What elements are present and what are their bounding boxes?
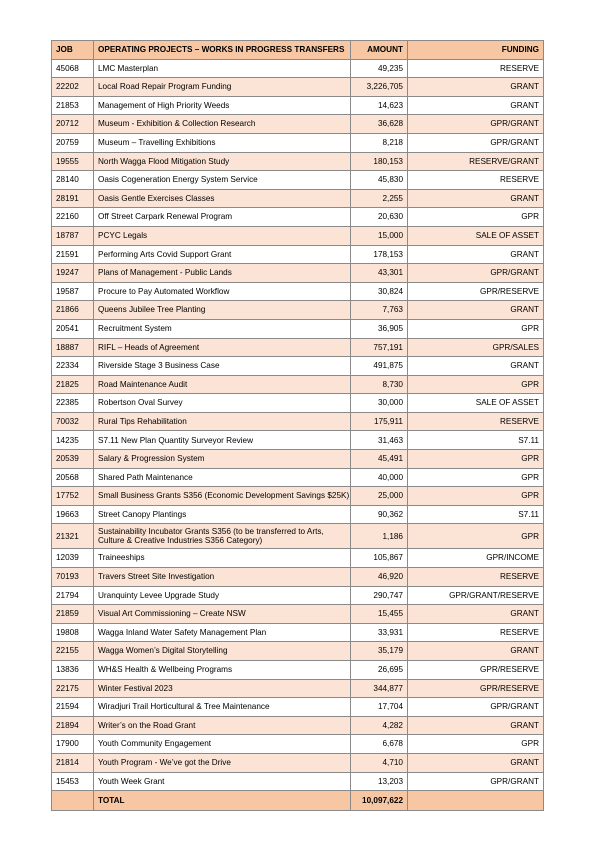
header-funding: FUNDING [408, 41, 544, 60]
cell-amount: 17,704 [351, 698, 408, 717]
cell-project: Youth Week Grant [94, 772, 351, 791]
cell-job: 14235 [52, 431, 94, 450]
table-row [52, 605, 544, 624]
cell-project: Museum - Exhibition & Collection Research [94, 115, 351, 134]
cell-funding: GPR [408, 319, 544, 338]
table-row [52, 226, 544, 245]
table-row [52, 189, 544, 208]
cell-funding: GPR [408, 208, 544, 227]
cell-amount: 20,630 [351, 208, 408, 227]
table-row [52, 753, 544, 772]
cell-job: 18887 [52, 338, 94, 357]
cell-amount: 8,730 [351, 375, 408, 394]
cell-job: 22202 [52, 78, 94, 97]
cell-job: 21866 [52, 301, 94, 320]
cell-amount: 757,191 [351, 338, 408, 357]
cell-amount: 31,463 [351, 431, 408, 450]
cell-job: 18787 [52, 226, 94, 245]
cell-project: Traineeships [94, 549, 351, 568]
cell-job: 20568 [52, 468, 94, 487]
cell-project: Queens Jubilee Tree Planting [94, 301, 351, 320]
cell-project: WH&S Health & Wellbeing Programs [94, 661, 351, 680]
cell-funding: GPR/RESERVE [408, 282, 544, 301]
table-body [52, 59, 544, 791]
cell-amount: 290,747 [351, 586, 408, 605]
table-row [52, 319, 544, 338]
cell-amount: 4,282 [351, 716, 408, 735]
header-amount: AMOUNT [351, 41, 408, 60]
cell-project: Visual Art Commissioning – Create NSW [94, 605, 351, 624]
cell-project: PCYC Legals [94, 226, 351, 245]
cell-job: 70193 [52, 568, 94, 587]
cell-project: Recruitment System [94, 319, 351, 338]
table-header-row [52, 41, 544, 60]
cell-job: 21859 [52, 605, 94, 624]
cell-project: Road Maintenance Audit [94, 375, 351, 394]
cell-job: 15453 [52, 772, 94, 791]
cell-project: RIFL – Heads of Agreement [94, 338, 351, 357]
cell-project: Oasis Gentle Exercises Classes [94, 189, 351, 208]
cell-job: 12039 [52, 549, 94, 568]
cell-job: 22155 [52, 642, 94, 661]
cell-funding: GPR/GRANT [408, 264, 544, 283]
total-row [52, 791, 544, 811]
cell-amount: 7,763 [351, 301, 408, 320]
table-row [52, 152, 544, 171]
cell-amount: 180,153 [351, 152, 408, 171]
cell-funding: GRANT [408, 96, 544, 115]
cell-job: 22334 [52, 357, 94, 376]
table-row [52, 264, 544, 283]
cell-job: 19247 [52, 264, 94, 283]
table-row [52, 171, 544, 190]
cell-job: 19808 [52, 623, 94, 642]
cell-job: 19555 [52, 152, 94, 171]
table-row [52, 412, 544, 431]
cell-funding: GPR/RESERVE [408, 679, 544, 698]
cell-project: Oasis Cogeneration Energy System Service [94, 171, 351, 190]
cell-job: 21594 [52, 698, 94, 717]
cell-funding: GRANT [408, 357, 544, 376]
table-row [52, 735, 544, 754]
table-row [52, 623, 544, 642]
cell-amount: 45,491 [351, 450, 408, 469]
table-row [52, 245, 544, 264]
table-row [52, 450, 544, 469]
table-row [52, 679, 544, 698]
cell-job: 21853 [52, 96, 94, 115]
cell-amount: 105,867 [351, 549, 408, 568]
total-amount: 10,097,622 [351, 791, 408, 811]
cell-job: 21825 [52, 375, 94, 394]
table-row [52, 661, 544, 680]
cell-funding: SALE OF ASSET [408, 226, 544, 245]
cell-funding: GPR/GRANT [408, 115, 544, 134]
table-row [52, 115, 544, 134]
cell-funding: GRANT [408, 245, 544, 264]
cell-funding: RESERVE [408, 412, 544, 431]
cell-amount: 45,830 [351, 171, 408, 190]
cell-project: Salary & Progression System [94, 450, 351, 469]
cell-project: Wagga Women’s Digital Storytelling [94, 642, 351, 661]
cell-funding: GRANT [408, 301, 544, 320]
cell-funding: GPR [408, 468, 544, 487]
cell-project: Small Business Grants S356 (Economic Development Savings $25K) [94, 487, 351, 506]
table-row [52, 716, 544, 735]
cell-project: Wagga Inland Water Safety Management Plan [94, 623, 351, 642]
cell-project: Sustainability Incubator Grants S356 (to be transferred to Arts, Culture & Creative Industries S356 Category) [94, 524, 351, 549]
table-row [52, 549, 544, 568]
cell-amount: 26,695 [351, 661, 408, 680]
cell-job: 22175 [52, 679, 94, 698]
cell-job: 21814 [52, 753, 94, 772]
cell-amount: 13,203 [351, 772, 408, 791]
cell-project: Writer’s on the Road Grant [94, 716, 351, 735]
cell-funding: GPR/GRANT [408, 698, 544, 717]
cell-amount: 14,623 [351, 96, 408, 115]
cell-amount: 33,931 [351, 623, 408, 642]
table-row [52, 375, 544, 394]
cell-job: 28140 [52, 171, 94, 190]
cell-amount: 46,920 [351, 568, 408, 587]
cell-funding: GRANT [408, 716, 544, 735]
cell-job: 20759 [52, 133, 94, 152]
cell-funding: RESERVE [408, 623, 544, 642]
cell-project: Riverside Stage 3 Business Case [94, 357, 351, 376]
cell-funding: GPR [408, 450, 544, 469]
cell-job: 20539 [52, 450, 94, 469]
cell-amount: 6,678 [351, 735, 408, 754]
cell-funding: GPR [408, 735, 544, 754]
cell-project: Street Canopy Plantings [94, 505, 351, 524]
cell-job: 20712 [52, 115, 94, 134]
table-row [52, 338, 544, 357]
table-row [52, 394, 544, 413]
cell-funding: GPR/SALES [408, 338, 544, 357]
table-row [52, 357, 544, 376]
table-row [52, 586, 544, 605]
cell-amount: 49,235 [351, 59, 408, 78]
table-row [52, 133, 544, 152]
cell-funding: GPR [408, 487, 544, 506]
cell-job: 28191 [52, 189, 94, 208]
cell-project: Winter Festival 2023 [94, 679, 351, 698]
cell-project: Off Street Carpark Renewal Program [94, 208, 351, 227]
table-row [52, 78, 544, 97]
cell-project: Robertson Oval Survey [94, 394, 351, 413]
cell-job: 20541 [52, 319, 94, 338]
cell-project: S7.11 New Plan Quantity Surveyor Review [94, 431, 351, 450]
total-funding [408, 791, 544, 811]
cell-project: Procure to Pay Automated Workflow [94, 282, 351, 301]
cell-job: 21321 [52, 524, 94, 549]
cell-job: 13836 [52, 661, 94, 680]
cell-project: Wiradjuri Trail Horticultural & Tree Maintenance [94, 698, 351, 717]
table-row [52, 772, 544, 791]
cell-amount: 8,218 [351, 133, 408, 152]
cell-job: 22385 [52, 394, 94, 413]
table-row [52, 698, 544, 717]
wip-transfers-table [51, 40, 544, 811]
cell-funding: GRANT [408, 189, 544, 208]
cell-funding: GPR/GRANT/RESERVE [408, 586, 544, 605]
cell-project: Local Road Repair Program Funding [94, 78, 351, 97]
cell-job: 21794 [52, 586, 94, 605]
cell-amount: 2,255 [351, 189, 408, 208]
cell-project: North Wagga Flood Mitigation Study [94, 152, 351, 171]
table-row [52, 568, 544, 587]
header-project: OPERATING PROJECTS – WORKS IN PROGRESS TRANSFERS [94, 41, 351, 60]
cell-amount: 36,905 [351, 319, 408, 338]
cell-job: 70032 [52, 412, 94, 431]
cell-job: 17752 [52, 487, 94, 506]
cell-project: Management of High Priority Weeds [94, 96, 351, 115]
cell-funding: GPR/GRANT [408, 133, 544, 152]
cell-project: Museum – Travelling Exhibitions [94, 133, 351, 152]
cell-project: Youth Program - We’ve got the Drive [94, 753, 351, 772]
cell-funding: GPR/INCOME [408, 549, 544, 568]
cell-funding: RESERVE [408, 171, 544, 190]
cell-project: Youth Community Engagement [94, 735, 351, 754]
cell-funding: GRANT [408, 642, 544, 661]
cell-amount: 36,628 [351, 115, 408, 134]
total-label: TOTAL [94, 791, 351, 811]
table-row [52, 282, 544, 301]
cell-job: 21894 [52, 716, 94, 735]
cell-amount: 15,000 [351, 226, 408, 245]
cell-funding: S7.11 [408, 431, 544, 450]
cell-amount: 3,226,705 [351, 78, 408, 97]
cell-funding: GRANT [408, 605, 544, 624]
cell-funding: RESERVE [408, 59, 544, 78]
cell-project: Performing Arts Covid Support Grant [94, 245, 351, 264]
cell-funding: GRANT [408, 78, 544, 97]
header-job: JOB [52, 41, 94, 60]
cell-amount: 30,000 [351, 394, 408, 413]
cell-job: 19663 [52, 505, 94, 524]
cell-amount: 491,875 [351, 357, 408, 376]
cell-project: Rural Tips Rehabilitation [94, 412, 351, 431]
cell-job: 45068 [52, 59, 94, 78]
cell-funding: GRANT [408, 753, 544, 772]
cell-amount: 40,000 [351, 468, 408, 487]
cell-job: 22160 [52, 208, 94, 227]
cell-funding: RESERVE/GRANT [408, 152, 544, 171]
cell-amount: 15,455 [351, 605, 408, 624]
table-row [52, 96, 544, 115]
cell-funding: GPR/GRANT [408, 772, 544, 791]
cell-amount: 90,362 [351, 505, 408, 524]
cell-funding: RESERVE [408, 568, 544, 587]
cell-amount: 175,911 [351, 412, 408, 431]
cell-project: Travers Street Site Investigation [94, 568, 351, 587]
total-job [52, 791, 94, 811]
cell-funding: GPR/RESERVE [408, 661, 544, 680]
cell-project: Shared Path Maintenance [94, 468, 351, 487]
cell-amount: 178,153 [351, 245, 408, 264]
table-row [52, 642, 544, 661]
cell-job: 19587 [52, 282, 94, 301]
cell-project: Uranquinty Levee Upgrade Study [94, 586, 351, 605]
cell-project: LMC Masterplan [94, 59, 351, 78]
cell-project: Plans of Management - Public Lands [94, 264, 351, 283]
table-row [52, 505, 544, 524]
cell-amount: 344,877 [351, 679, 408, 698]
table-row [52, 524, 544, 549]
table-row [52, 59, 544, 78]
cell-funding: SALE OF ASSET [408, 394, 544, 413]
table-row [52, 468, 544, 487]
cell-amount: 25,000 [351, 487, 408, 506]
table-row [52, 487, 544, 506]
cell-amount: 1,186 [351, 524, 408, 549]
cell-funding: GPR [408, 524, 544, 549]
cell-funding: GPR [408, 375, 544, 394]
cell-amount: 4,710 [351, 753, 408, 772]
cell-amount: 35,179 [351, 642, 408, 661]
cell-amount: 30,824 [351, 282, 408, 301]
table-row [52, 431, 544, 450]
table-row [52, 301, 544, 320]
cell-job: 17900 [52, 735, 94, 754]
cell-funding: S7.11 [408, 505, 544, 524]
cell-job: 21591 [52, 245, 94, 264]
table-row [52, 208, 544, 227]
cell-amount: 43,301 [351, 264, 408, 283]
